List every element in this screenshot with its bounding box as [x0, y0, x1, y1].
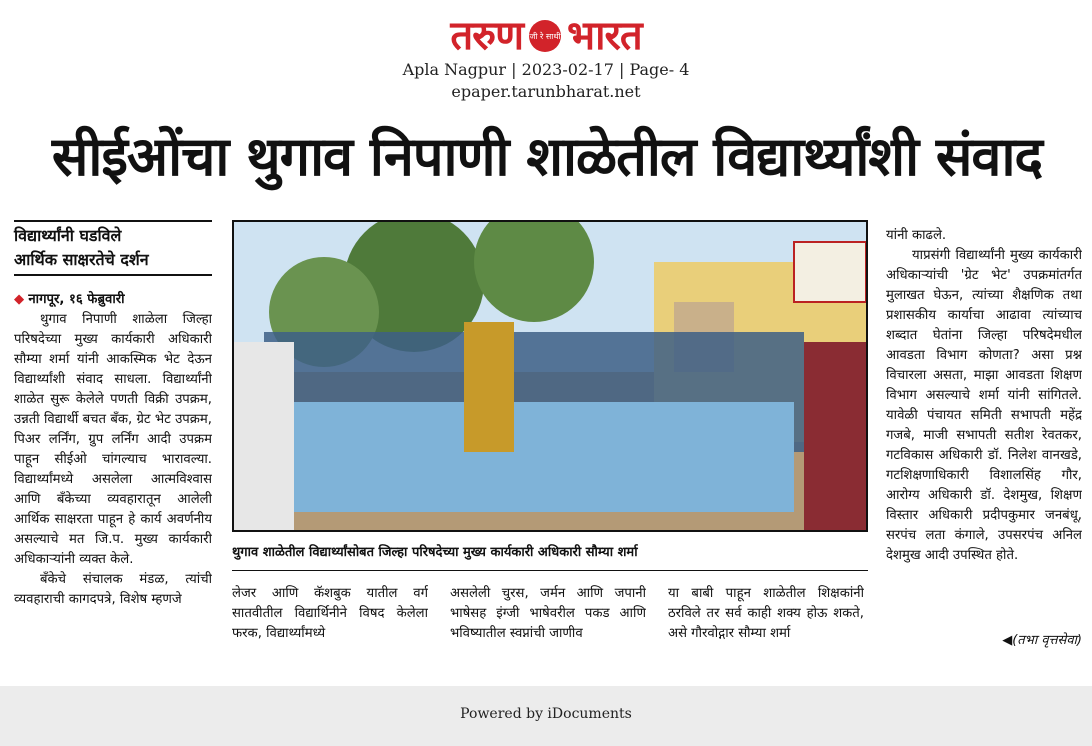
logo-word-left: तरुण — [450, 13, 523, 59]
edition-info: Apla Nagpur | 2023-02-17 | Page- 4 — [402, 60, 690, 79]
logo-word-right: भारत — [567, 13, 642, 59]
masthead — [0, 14, 1092, 58]
photo-caption: थुगाव शाळेतील विद्यार्थ्यांसोबत जिल्हा परिषदेच्या मुख्य कार्यकारी अधिकारी सौम्या शर्मा — [232, 545, 638, 560]
news-credit — [888, 630, 1082, 648]
powered-by-link[interactable]: Powered by iDocuments — [460, 706, 632, 722]
column-5-paragraph-2: याप्रसंगी विद्यार्थ्यांनी मुख्य कार्यकारी अधिकाऱ्यांची 'ग्रेट भेट' उपक्रमांतर्गत मुलाखत घेऊन, त्यांच्या शैक्षणिक तथा प्रशासकीय कार्याचा आढावा त्यांच्याच शब्दात घेतांना जिल्हा परिषदेमधील आवडता विभाग कोणता? असा प्रश्न विचारला असता, माझा आवडता शिक्षण विभाग असल्याचे शर्मा यांनी सांगितले. यावेळी पंचायत समिती सभापती महेंद्र गजबे, माजी सभापती सतीश रेवतकर, गटविकास अधिकारी डॉ. निलेश वानखडे, गटशिक्षणाधिकारी विशालसिंह गौर, आरोग्य अधिकारी डॉ. देशमुख, शिक्षण विस्तार अधिकारी प्रदीपकुमार जनबंधू, सरपंच लता कंगाले, उपसरपंच अनिल देशमुख आदी उपस्थित होते. — [886, 248, 1082, 563]
credit-text: (तभा वृत्तसेवा) — [1012, 633, 1082, 648]
newspaper-logo[interactable] — [450, 14, 641, 58]
logo-emblem-text: जी रे साथी — [529, 31, 561, 41]
diamond-icon: ◆ — [14, 292, 25, 307]
article-subhead — [14, 220, 212, 276]
article-column-3: असलेली चुरस, जर्मन आणि जपानी भाषेसह इंग्जी भाषेवरील पकड आणि भविष्यातील स्वप्नांची जाणीव — [450, 586, 646, 641]
subhead-line-1: विद्यार्थ्यांनी घडविले — [14, 226, 122, 245]
column-1-paragraph-1: थुगाव निपाणी शाळेला जिल्हा परिषदेच्या मुख्य कार्यकारी अधिकारी सौम्या शर्मा यांनी आकस्मिक भेट देऊन विद्यार्थ्यांशी संवाद साधला. विद्यार्थ्यांनी शाळेत सुरू केलेले पणती विक्री उपक्रम, उन्नती विद्यार्थी बचत बँक, ग्रेट भेट उपक्रम, पिअर लर्निंग, ग्रुप लर्निंग आदी उपक्रम पाहून सीईओ चांगल्याच भारावल्या. विद्यार्थ्यांमध्ये असलेला आत्मविश्वास आणि बँकेच्या व्यवहारातून आलेली आर्थिक साक्षरता पाहून हे कार्य अवर्णनीय असल्याचे मत जि.प. मुख्य कार्यकारी अधिकाऱ्यांनी व्यक्त केले. — [14, 312, 212, 567]
column-1-paragraph-2: बँकेचे संचालक मंडळ, त्यांची व्यवहाराची कागदपत्रे, विशेष म्हणजे — [14, 572, 212, 607]
article-column-4: या बाबी पाहून शाळेतील शिक्षकांनी ठरविले तर सर्व काही शक्य होऊ शकते, असे गौरवोद्गार सौम्या शर्मा — [668, 586, 864, 641]
triangle-left-icon: ◀ — [1002, 633, 1013, 648]
logo-emblem-icon — [529, 20, 561, 52]
article-column-2: लेजर आणि कॅशबुक यातील वर्ग सातवीतील विद्यार्थिनीने विषद केलेला फरक, विद्यार्थ्यांमध्ये — [232, 586, 428, 641]
website-link[interactable]: epaper.tarunbharat.net — [451, 82, 641, 101]
caption-divider — [232, 570, 868, 571]
subhead-line-2: आर्थिक साक्षरतेचे दर्शन — [14, 250, 149, 269]
article-column-5 — [886, 226, 1082, 628]
article-column-1 — [14, 290, 212, 662]
article-photo[interactable] — [232, 220, 868, 532]
dateline: नागपूर, १६ फेब्रुवारी — [28, 292, 125, 307]
article-headline: सीईओंचा थुगाव निपाणी शाळेतील विद्यार्थ्यांशी संवाद — [51, 125, 1043, 188]
column-5-paragraph-1: यांनी काढले. — [886, 228, 947, 243]
group-photo-illustration — [234, 222, 866, 530]
